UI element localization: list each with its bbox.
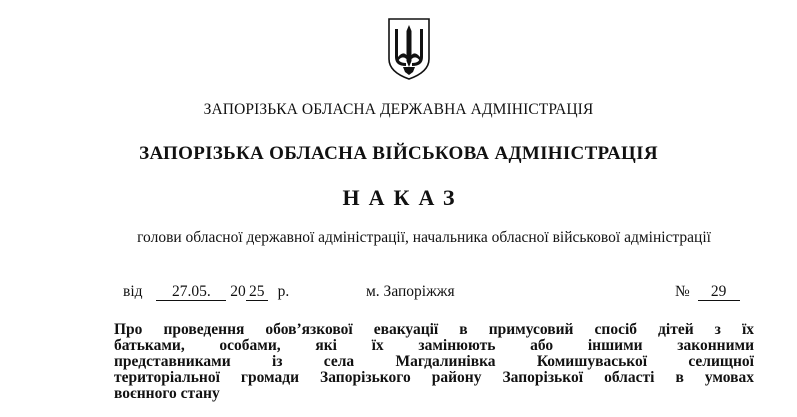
number-symbol: №	[675, 283, 690, 300]
regional-state-administration-name: ЗАПОРІЗЬКА ОБЛАСНА ДЕРЖАВНА АДМІНІСТРАЦІЯ	[203, 101, 594, 118]
year-abbreviation: р.	[277, 283, 290, 300]
document-subject	[114, 322, 754, 402]
subject-line: батьками, особами, які їх замінюють або іншими законними	[114, 337, 754, 354]
issuer-subtitle: голови обласної державної адміністрації, начальника обласної військової адміністрації	[137, 229, 711, 246]
year-prefix: 20	[230, 283, 246, 300]
date-prefix: від	[123, 283, 143, 300]
date-day-month: 27.05.	[156, 284, 226, 301]
document-number	[675, 283, 740, 301]
subject-line: територіальної громади Запорізького району Запорізької області в умовах	[114, 369, 754, 386]
subject-line: представниками із села Магдалинівка Комишуваської селищної	[114, 353, 754, 370]
regional-military-administration-name: ЗАПОРІЗЬКА ОБЛАСНА ВІЙСЬКОВА АДМІНІСТРАЦІЯ	[139, 143, 658, 164]
document-date	[123, 283, 289, 301]
document-type-title: НАКАЗ	[342, 185, 464, 210]
subject-line: воєнного стану	[114, 385, 220, 402]
number-value: 29	[698, 284, 740, 301]
document-city: м. Запоріжжя	[366, 283, 455, 300]
year-suffix: 25	[246, 284, 268, 301]
trident-coat-of-arms-icon	[386, 17, 432, 81]
subject-line: Про проведення обов’язкової евакуації в примусовий спосіб дітей з їх	[114, 321, 754, 338]
